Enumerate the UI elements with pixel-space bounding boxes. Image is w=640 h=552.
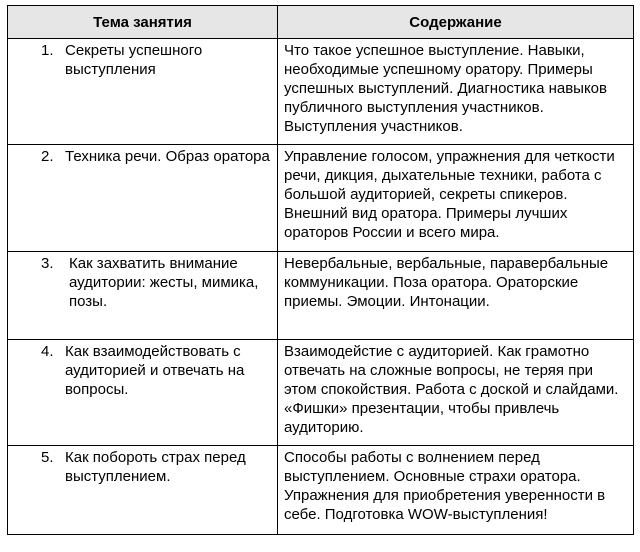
row-number: 2. [41,148,54,165]
topic-cell [8,252,278,340]
content-cell: Невербальные, вербальные, паравербальные коммуникации. Поза оратора. Ораторские приемы. Эмоции. Интонации. [278,252,634,340]
topic-text: Техника речи. Образ оратора [65,148,270,165]
header-topic: Тема занятия [8,6,278,39]
topic-text: Как побороть страх перед выступлением. [65,449,246,485]
content-cell: Взаимодейстие с аудиторией. Как грамотно отвечать на сложные вопросы, не теряя при этом спокойствия. Работа с доской и слайдами. «Фишки» презентации, чтобы привлечь аудиторию. [278,340,634,446]
header-row [8,6,634,39]
row-number: 4. [41,343,54,360]
topic-text: Как захватить внимание аудитории: жесты, мимика, позы. [69,255,259,310]
table-row [8,39,634,145]
topic-text: Как взаимодействовать с аудиторией и отвечать на вопросы. [65,343,245,398]
content-cell: Способы работы с волнением перед выступлением. Основные страхи оратора. Упражнения для приобретения уверенности в себе. Подготовка WOW-выступления! [278,446,634,535]
topic-cell [8,340,278,446]
program-table [7,5,634,535]
content-cell: Управление голосом, упражнения для четкости речи, дикция, дыхательные техники, работа с большой аудиторией, секреты спикеров. Внешний вид оратора. Примеры лучших ораторов России и всего мира. [278,145,634,252]
topic-cell [8,39,278,145]
row-number: 5. [41,449,54,466]
row-number: 3. [41,255,54,272]
header-content: Содержание [278,6,634,39]
table-row [8,145,634,252]
topic-cell [8,145,278,252]
table-row [8,340,634,446]
table-row [8,252,634,340]
topic-cell [8,446,278,535]
row-number: 1. [41,42,54,59]
table-row [8,446,634,535]
content-cell: Что такое успешное выступление. Навыки, необходимые успешному оратору. Примеры успешных выступлений. Диагностика навыков публичного выступления участников. Выступления участников. [278,39,634,145]
topic-text: Секреты успешного выступления [65,42,203,78]
